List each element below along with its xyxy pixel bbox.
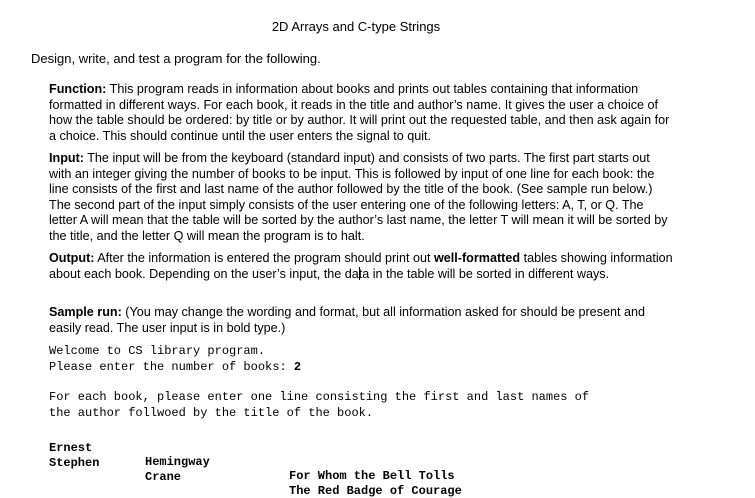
function-label: Function: [49,82,107,96]
console-prompt: Please enter the number of books: [49,359,294,374]
output-paragraph [49,251,674,282]
sample-label: Sample run: [49,305,122,319]
book-last-name: Hemingway [145,455,210,469]
output-emphasis: well-formatted [434,251,521,265]
page-title: 2D Arrays and C-type Strings [271,19,441,34]
output-text-c: ta in the table will be sorted in different ways. [358,266,610,281]
output-label: Output: [49,251,95,265]
intro-text: Design, write, and test a program for the following. [31,51,321,66]
input-text: The input will be from the keyboard (standard input) and consists of two parts. The first part starts out with an integer giving the number of books to be input. This is followed by input of one line for each book: the line consists of the first and last name of the author followed by the title of the book. (See sample run below.) The second part of the input simply consists of the user entering one of the following letters: A, T, or Q. The letter A will mean that the table will be sorted by the author’s last name, the letter T will mean it will be sorted by the title, and the letter Q will mean the program is to halt. [49,151,668,243]
console-foreach-line2: the author follwoed by the title of the book. [49,405,374,420]
console-prompt-line [49,360,301,376]
function-paragraph [49,82,674,144]
sample-text: (You may change the wording and format, but all information asked for should be present and easily read. The user input is in bold type.) [49,305,645,335]
console-foreach-block [49,390,589,421]
output-text-b: tables showing information about each book. Depending on the user’s input, the da [49,251,673,281]
console-welcome-block [49,344,301,375]
book-title: The Red Badge of Courage [289,484,462,498]
input-paragraph [49,151,674,244]
output-text-a: After the information is entered the program should print out [94,251,434,265]
console-prompt-value: 2 [293,359,302,374]
console-welcome: Welcome to CS library program. [49,344,266,358]
book-last-name: Crane [145,470,182,484]
function-text: This program reads in information about books and prints out tables containing that information formatted in different ways. For each book, it reads in the title and author’s name. It gives the user a choice of how the table should be ordered: by title or by author. It will print out the requested table, and then ask again for a choice. This should continue until the user enters the signal to quit. [49,82,670,143]
console-foreach-line1: For each book, please enter one line consisting the first and last names of [49,390,590,404]
sample-paragraph [49,305,674,336]
book-title: For Whom the Bell Tolls [289,469,455,483]
input-label: Input: [49,151,84,165]
book-first-name: Ernest [49,441,93,455]
book-first-name: Stephen [49,456,100,470]
